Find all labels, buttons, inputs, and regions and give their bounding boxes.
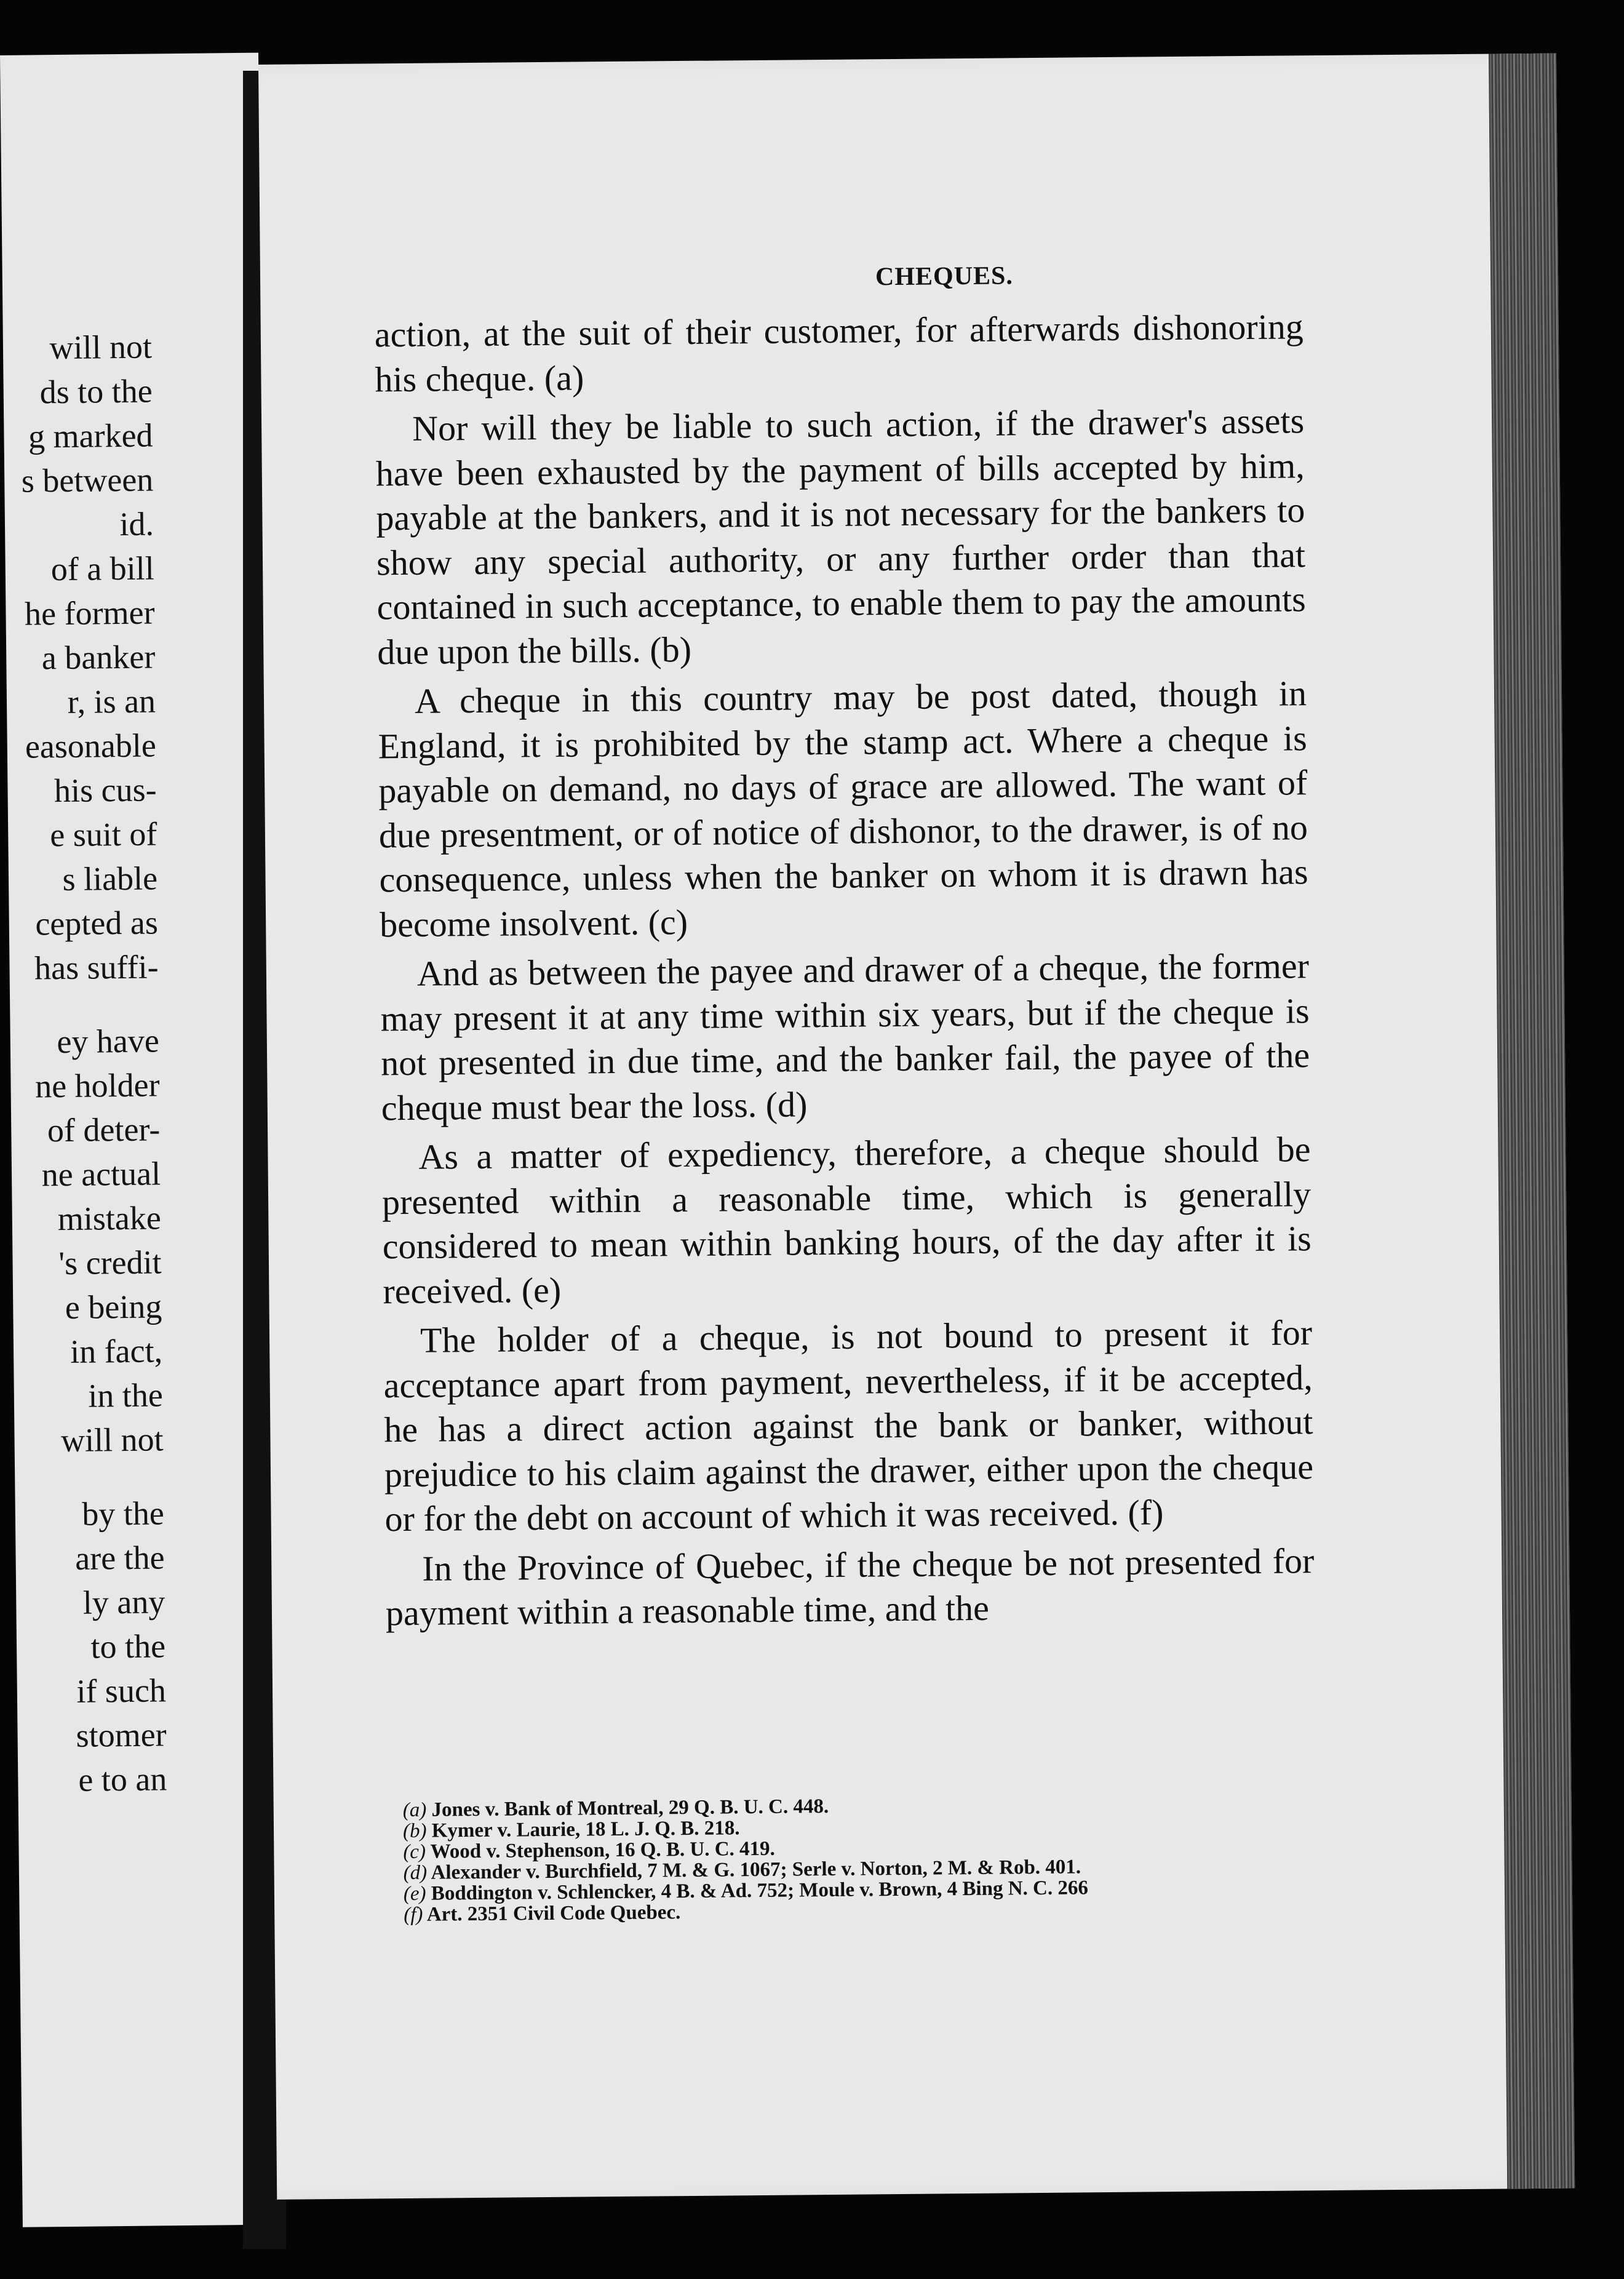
left-page-line: s liable [62, 860, 158, 898]
footnote-mark: (f) [404, 1903, 423, 1926]
footnote-mark: (e) [403, 1882, 426, 1906]
left-page-gap [0, 989, 159, 1021]
footnote-text: Boddington v. Schlencker, 4 B. & Ad. 752; Moule v. Brown, 4 Bing N. C. 266 [431, 1877, 1089, 1905]
left-page-line: will not [60, 1421, 164, 1459]
left-page-line: ne holder [34, 1066, 160, 1105]
left-page-line: stomer [76, 1716, 167, 1754]
left-page-line: if such [76, 1672, 167, 1710]
footnote-mark: (b) [402, 1819, 427, 1843]
left-page-line: ey have [57, 1022, 160, 1061]
left-page-line: ly any [82, 1583, 165, 1621]
left-page-line: he former [24, 594, 155, 633]
left-page-line: r, is an [67, 682, 156, 720]
running-title: CHEQUES. [875, 261, 1014, 292]
left-page-line: 's credit [58, 1243, 162, 1282]
left-page-line: his cus- [54, 771, 157, 810]
footnote-text: Jones v. Bank of Montreal, 29 Q. B. U. C. 448. [431, 1795, 829, 1821]
paragraph-5: As a matter of expediency, therefore, a cheque should be presented within a reasonable time, which is generally considered to mean within banking hours, of the day after it is received. (e) [381, 1129, 1312, 1311]
left-page-line: by the [82, 1495, 165, 1533]
paragraph-7: In the Province of Quebec, if the cheque be not presented for payment within a reasonable time, and the [385, 1540, 1315, 1634]
left-page-line: ne actual [41, 1155, 161, 1194]
paragraph-3: A cheque in this country may be post dated, though in England, it is prohibited by the stamp act. Where a cheque is payable on demand, no days of grace are allowed. The want of due presentment, or of notice of dishonor, to the drawer, is of no consequence, unless when the banker on whom it is drawn has become insolvent. (c) [378, 673, 1308, 944]
left-page [0, 53, 281, 2227]
paragraph-2: Nor will they be liable to such action, if the drawer's assets have been exhausted by the payment of bills accepted by him, payable at the bankers, and it is not necessary for the bankers to show any special authority, or any further order than that contained in such acceptance, to enable them to pay the amounts due upon the bills. (b) [375, 401, 1306, 672]
left-page-line: easonable [25, 727, 157, 765]
left-page-line: to the [90, 1627, 166, 1666]
left-page-line: e to an [78, 1760, 167, 1798]
paragraph-1: action, at the suit of their customer, for afterwards dishonoring his cheque. (a) [374, 306, 1304, 399]
left-page-line: a banker [41, 638, 156, 677]
left-page-line: has suffi- [34, 948, 159, 987]
left-page-text [0, 324, 167, 1803]
left-page-line: ds to the [39, 372, 153, 411]
left-page-line: in fact, [70, 1332, 163, 1370]
left-page-line: id. [119, 505, 154, 543]
left-page-line: mistake [57, 1199, 162, 1238]
footnote-text: Alexander v. Burchfield, 7 M. & G. 1067; Serle v. Norton, 2 M. & Rob. 401. [431, 1856, 1081, 1884]
left-page-line: cepted as [35, 904, 159, 943]
left-page-line: are the [74, 1539, 165, 1577]
running-head [346, 257, 1553, 310]
footnote-mark: (a) [402, 1798, 427, 1822]
left-page-line: of deter- [47, 1111, 161, 1149]
footnote-text: Wood v. Stephenson, 16 Q. B. U. C. 419. [430, 1837, 775, 1863]
footnotes [403, 1792, 1327, 1925]
paragraph-6: The holder of a cheque, is not bound to present it for acceptance apart from payment, nevertheless, if it be accepted, he has a direct action against the bank or banker, without prejudice to his claim against the drawer, either upon the cheque or for the debt on account of which it was received. (f) [383, 1312, 1314, 1539]
left-page-line: e being [65, 1288, 162, 1327]
paragraph-4: And as between the payee and drawer of a cheque, the former may present it at any time within six years, but if the cheque is not presented in due time, and the banker fail, the payee of the cheque must bear the loss. (d) [380, 946, 1310, 1128]
left-page-line: s between [21, 461, 154, 500]
left-page-line: of a bill [50, 549, 155, 588]
footnote-mark: (d) [403, 1861, 428, 1885]
left-page-gap [0, 1461, 164, 1493]
footnote-text: Kymer v. Laurie, 18 L. J. Q. B. 218. [431, 1817, 740, 1842]
footnote-text: Art. 2351 Civil Code Quebec. [426, 1901, 681, 1926]
page-edge [1489, 54, 1575, 2189]
footnote-mark: (c) [403, 1840, 426, 1864]
left-page-line: in the [88, 1376, 164, 1415]
left-page-line: e suit of [49, 815, 157, 854]
right-page [258, 54, 1575, 2200]
body-text [375, 305, 1315, 1636]
left-page-line: will not [49, 328, 153, 367]
left-page-line: g marked [28, 417, 153, 455]
